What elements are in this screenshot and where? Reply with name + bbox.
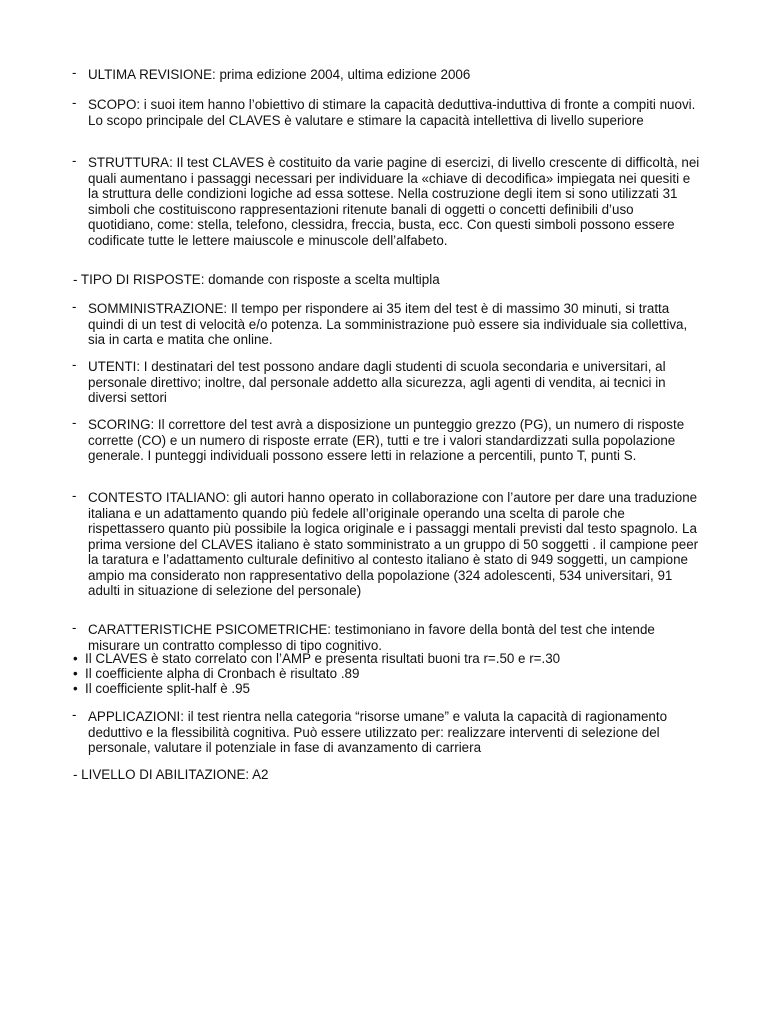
dash-marker: - [72,707,77,722]
dash-marker: - [72,620,77,635]
bullet-marker: • [73,681,78,696]
bullet-item [73,681,250,697]
bullet-marker: • [73,651,78,666]
section-ultima-revisione [72,65,700,83]
section-utenti [72,357,700,406]
section-somministrazione [72,299,700,348]
utenti-text: UTENTI: I destinatari del test possono andare dagli studenti di scuola secondaria e universitari, al personale direttivo; inoltre, dal personale addetto alla sicurezza, agli agenti di vendita, ai tecnici in diversi settori [88,359,666,405]
dash-marker: - [72,357,77,372]
section-struttura [72,153,700,248]
dash-marker: - [72,153,77,168]
scoring-text: SCORING: Il correttore del test avrà a disposizione un punteggio grezzo (PG), un numero di risposte corrette (CO) e un numero di risposte errate (ER), tutti e tre i valori standardizzati sulla popolazione generale. I punteggi individuali possono essere letti in relazione a percentili, punto T, punti S. [88,417,685,463]
dash-marker: - [72,95,77,110]
bullet-item [73,666,359,682]
bullet-text: Il CLAVES è stato correlato con l’AMP e presenta risultati buoni tra r=.50 e r=.30 [85,651,561,666]
contesto-text: CONTESTO ITALIANO: gli autori hanno operato in collaborazione con l’autore per dare una traduzione italiana e un adattamento quando più fedele all’originale operando una scelta di parole che rispettassero quanto più possibile la logica originale e i passaggi mentali previsti dal testo spagnolo. La prima versione del CLAVES italiano è stato somministrato a un gruppo di 50 soggetti . il campione peer la taratura e l’adattamento culturale definitivo al contesto italiano è stato di 949 soggetti, un campione ampio ma considerato non rappresentativo della popolazione (324 adolescenti, 534 universitari, 91 adulti in situazione di selezione del personale) [88,490,699,598]
abilitazione-text: - LIVELLO DI ABILITAZIONE: A2 [73,767,269,782]
bullet-text: Il coefficiente split-half è .95 [85,681,250,696]
section-tipo-risposte [73,272,703,288]
tipo-risposte-text: - TIPO DI RISPOSTE: domande con risposte a scelta multipla [73,272,440,287]
applicazioni-text: APPLICAZIONI: il test rientra nella categoria “risorse umane” e valuta la capacità di ragionamento deduttivo e la flessibilità cognitiva. Può essere utilizzato per: realizzare interventi di selezione del personale, valutare il potenziale in fase di avanzamento di carriera [88,709,668,755]
section-scopo [72,95,700,128]
struttura-text: STRUTTURA: Il test CLAVES è costituito da varie pagine di esercizi, di livello crescente di difficoltà, nei quali aumentano i passaggi necessari per individuare la «chiave di decodifica» impiegata nei quesiti e la struttura delle condizioni logiche ad essa sottese. Nella costruzione degli item si sono utilizzati 31 simboli che costituiscono rappresentazioni ritenute banali di oggetti o concetti definibili d’uso quotidiano, come: stella, telefono, clessidra, freccia, busta, ecc. Con questi simboli possono essere codificate tutte le lettere maiuscole e minuscole dell’alfabeto. [88,155,700,248]
bullet-marker: • [73,666,78,681]
section-contesto-italiano [72,488,700,599]
psicometriche-text: CARATTERISTICHE PSICOMETRICHE: testimoniano in favore della bontà del test che intende misurare un contratto complesso di tipo cognitivo. [88,622,655,653]
dash-marker: - [72,415,77,430]
dash-marker: - [72,488,77,503]
bullet-text: Il coefficiente alpha di Cronbach è risultato .89 [85,666,360,681]
dash-marker: - [72,65,77,80]
somministrazione-text: SOMMINISTRAZIONE: Il tempo per rispondere ai 35 item del test è di massimo 30 minuti, si tratta quindi di un test di velocità e/o potenza. La somministrazione può essere sia individuale sia collettiva, sia in carta e matita che online. [88,301,688,347]
section-caratteristiche-psicometriche [72,620,700,653]
revisione-text: ULTIMA REVISIONE: prima edizione 2004, ultima edizione 2006 [88,67,471,82]
section-applicazioni [72,707,700,756]
dash-marker: - [72,299,77,314]
scopo-text: SCOPO: i suoi item hanno l’obiettivo di stimare la capacità deduttiva-induttiva di fronte a compiti nuovi. Lo scopo principale del CLAVES è valutare e stimare la capacità intellettiva di livello superiore [88,97,696,128]
section-scoring [72,415,700,464]
bullet-item [73,651,560,667]
section-livello-abilitazione [73,767,703,783]
